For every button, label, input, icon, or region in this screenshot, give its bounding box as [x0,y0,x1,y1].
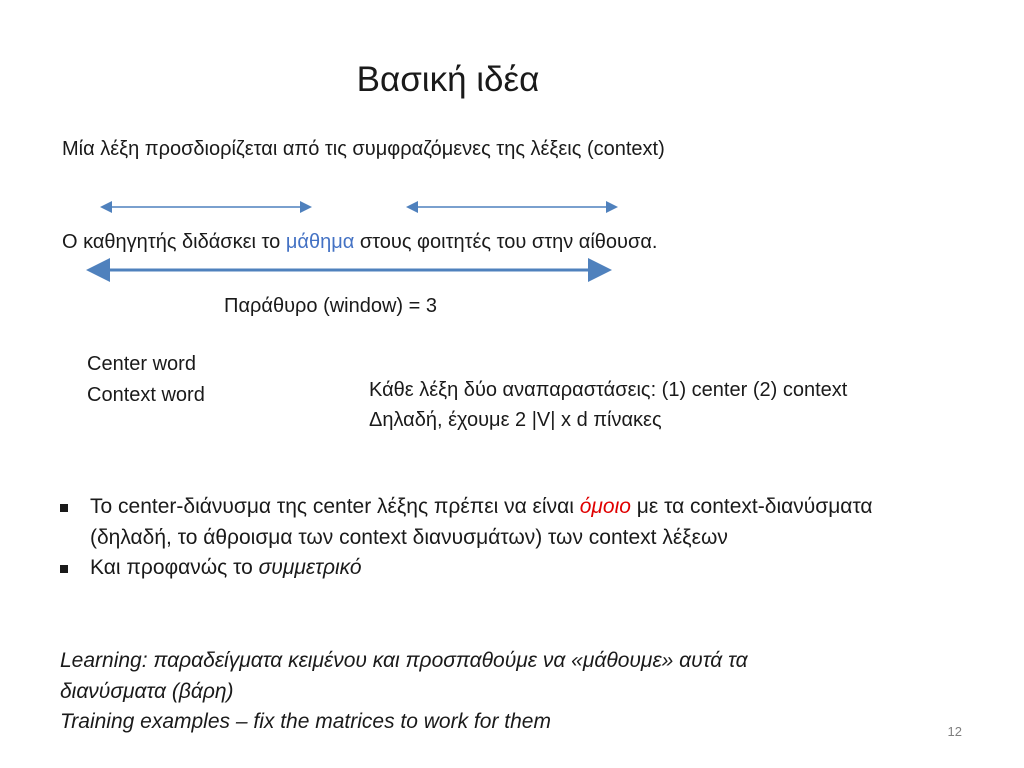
bullet-2-emphasis: συμμετρικό [258,556,362,579]
definition-text: Μία λέξη προσδιορίζεται από τις συμφραζόμενες της λέξεις (context) [62,138,665,160]
learning-line-3: Training examples – fix the matrices to work for them [60,710,551,733]
square-bullet-icon [60,504,68,512]
bullet-2-text: Και προφανώς το [90,556,259,579]
bullet-1-text-b: με τα context-διανύσματα (δηλαδή, το άθροισμα των context διανυσμάτων) των context λέξεων [90,495,873,549]
learning-line-1: Learning: παραδείγματα κειμένου και προσπαθούμε να «μάθουμε» αυτά τα [60,649,748,672]
bullet-list [60,492,940,584]
slide-title: Βασική ιδέα [356,60,540,99]
bullet-item [60,553,940,584]
sentence-before: Ο καθηγητής διδάσκει το [62,231,286,253]
window-label: Παράθυρο (window) = 3 [224,295,437,317]
bullet-item [60,492,940,553]
learning-line-2: διανύσματα (βάρη) [60,679,234,703]
center-word: μάθημα [285,231,355,253]
square-bullet-icon [60,565,68,573]
representations-line-2: Δηλαδή, έχουμε 2 |V| x d πίνακες [369,409,662,431]
page-number: 12 [947,724,962,739]
learning-paragraph [60,646,748,738]
sentence-after: στους φοιτητές του στην αίθουσα. [354,231,658,253]
context-word-label: Context word [87,384,205,406]
example-sentence [62,227,657,257]
representations-line-1: Κάθε λέξη δύο αναπαραστάσεις: (1) center (2) context [369,379,848,401]
bullet-1-emphasis: όμοιο [579,495,631,518]
bullet-1-text-a: Το center-διάνυσμα της center λέξης πρέπει να είναι [90,495,580,518]
center-word-label: Center word [87,353,196,375]
